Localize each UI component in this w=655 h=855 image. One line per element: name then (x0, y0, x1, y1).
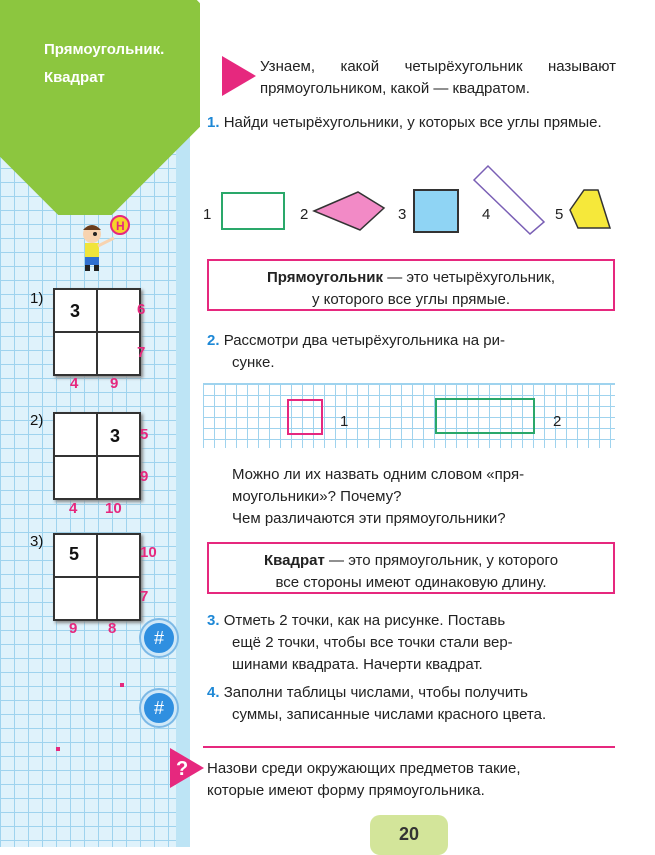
point-marker (56, 747, 60, 751)
point-marker (120, 683, 124, 687)
shape-label: 1 (203, 206, 212, 223)
question-arrow-icon (170, 748, 204, 788)
task-1: 1. Найди четырёхугольники, у которых все углы прямые. (207, 114, 602, 131)
row-sum: 5 (140, 426, 149, 443)
shape-label: 4 (482, 206, 491, 223)
row-sum: 6 (137, 301, 146, 318)
page-number: 20 (370, 815, 448, 855)
globe-grid-icon[interactable]: # (141, 620, 177, 656)
task-4: 4. Заполни таблицы числами, чтобы получить суммы, записанные числами красного цвета. (207, 684, 547, 723)
shape-tilted-rectangle (472, 164, 546, 236)
topic-banner (0, 0, 200, 215)
row-sum: 7 (137, 344, 146, 361)
boy-character-icon (76, 212, 136, 274)
table-cell: 3 (110, 426, 121, 446)
table-label: 1) (30, 290, 44, 307)
play-arrow-icon (222, 56, 256, 96)
figure-label: 2 (553, 413, 562, 430)
sum-table (53, 288, 141, 376)
shape-label: 2 (300, 206, 309, 223)
definition-square: Квадрат — это прямоугольник, у которого все стороны имеют одинаковую длину. (207, 542, 615, 594)
col-sum: 10 (105, 500, 122, 517)
task-2: 2. Рассмотри два четырёхугольника на ри- сунке. (207, 332, 505, 371)
divider (203, 746, 615, 748)
figure-label: 1 (340, 413, 349, 430)
shape-trapezoid (564, 186, 616, 232)
shape-label: 5 (555, 206, 564, 223)
topic-title: Прямоугольник. Квадрат (44, 41, 165, 86)
col-sum: 4 (69, 500, 78, 517)
sum-table (53, 412, 141, 500)
table-label: 2) (30, 412, 44, 429)
table-cell: 3 (70, 301, 81, 321)
shape-kite (312, 190, 387, 232)
col-sum: 4 (70, 375, 79, 392)
row-sum: 10 (140, 544, 157, 561)
row-sum: 7 (140, 588, 149, 605)
table-cell: 5 (69, 544, 80, 564)
task-2-questions: Можно ли их назвать одним словом «пря- моугольники»? Почему? Чем различаются эти прямоугольники? (232, 466, 525, 527)
col-sum: 9 (69, 620, 78, 637)
svg-text:?: ? (176, 758, 189, 780)
task-3: 3. Отметь 2 точки, как на рисунке. Поставь ещё 2 точки, чтобы все точки стали вер- шинами квадрата. Начерти квадрат. (207, 612, 513, 673)
col-sum: 8 (108, 620, 117, 637)
shape-label: 3 (398, 206, 407, 223)
table-label: 3) (30, 533, 44, 550)
shape-square (413, 189, 459, 233)
row-sum: 9 (140, 468, 149, 485)
globe-grid-icon[interactable]: # (141, 690, 177, 726)
intro-text: Узнаем, какой четырёхугольник называют прямоугольником, какой — квадратом. (260, 58, 616, 97)
long-rectangle (435, 398, 535, 434)
shape-rectangle (221, 192, 285, 230)
badge-letter: Н (116, 219, 125, 233)
definition-rectangle: Прямоугольник — это четырёхугольник, у которого все углы прямые. (207, 259, 615, 311)
small-square (287, 399, 323, 435)
sum-table (53, 533, 141, 621)
question-text: Назови среди окружающих предметов такие, которые имеют форму прямоугольника. (207, 760, 521, 799)
col-sum: 9 (110, 375, 119, 392)
